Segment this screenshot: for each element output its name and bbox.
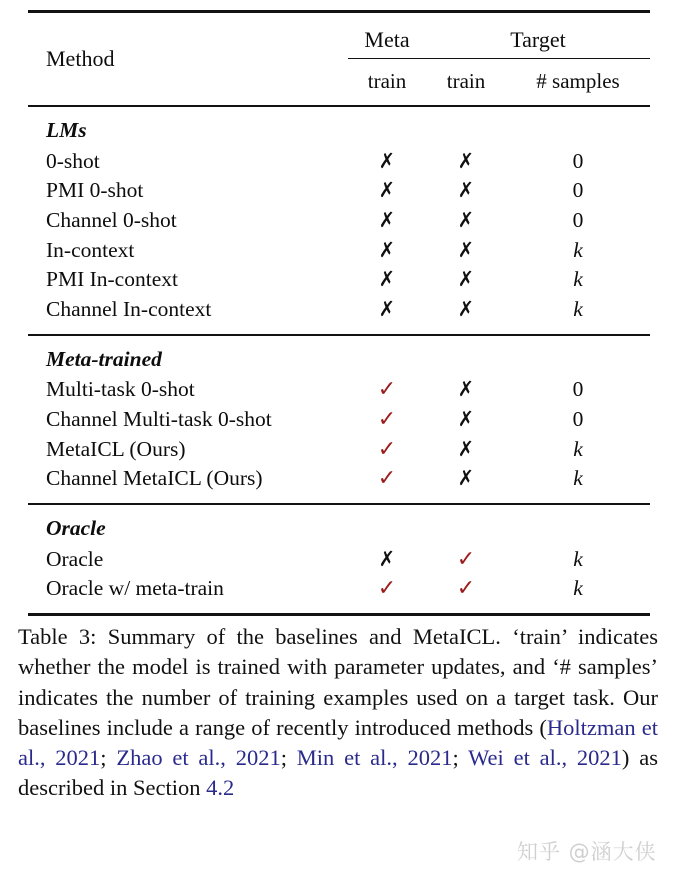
column-group-header-target [426,12,650,63]
column-header-method: Method [46,46,115,71]
num-samples-cell: 0 [572,148,584,173]
cross-icon: ✗ [457,178,475,203]
cross-icon: ✗ [378,237,396,262]
column-group-header-meta [348,12,426,63]
method-name-cell: Channel MetaICL (Ours) [46,466,263,491]
num-samples-cell: 0 [572,207,584,232]
method-name-cell: Multi-task 0-shot [46,377,195,402]
column-header-num-samples: # samples [536,69,620,93]
cross-icon: ✗ [378,207,396,232]
cross-icon: ✗ [457,296,475,321]
meta-train-mark-cell [348,176,426,206]
table-container [28,10,650,616]
table-bottom-rule-cell [426,614,506,616]
check-icon: ✓ [377,377,397,403]
watermark: 知乎 @涵大侠 [517,840,657,864]
num-samples-cell [506,236,650,266]
table-bottom-rule-cell [28,614,348,616]
target-train-mark-cell [426,405,506,435]
baselines-comparison-table [28,10,650,616]
method-name-cell: PMI 0-shot [46,178,144,203]
method-name-cell: In-context [46,237,135,262]
meta-train-mark-cell [348,435,426,465]
table-row [28,464,650,504]
table-row [28,545,650,575]
table-section-spacer-cell [506,335,650,376]
citation-link[interactable]: Min et al., 2021 [296,745,453,770]
table-section-title: Meta-trained [46,346,162,371]
citation-link[interactable]: 4.2 [206,775,235,801]
method-name-cell: Channel In-context [46,296,212,321]
target-train-mark-cell [426,147,506,177]
num-samples-cell [506,574,650,614]
method-name-cell: Channel Multi-task 0-shot [46,406,272,431]
caption-text: ; [280,745,297,770]
cross-icon: ✗ [378,296,396,321]
meta-train-mark-cell [348,265,426,295]
meta-train-mark-cell [348,147,426,177]
table-bottom-rule-cell [506,614,650,616]
check-icon: ✓ [456,576,476,602]
cross-icon: ✗ [378,148,396,173]
table-section-title: LMs [46,118,87,142]
table-section-title: Oracle [46,515,106,540]
table-row [28,405,650,435]
cross-icon: ✗ [457,466,475,491]
table-section-spacer-cell [426,335,506,376]
cross-icon: ✗ [457,207,475,232]
cross-icon: ✗ [457,377,475,402]
table-section-header-row [28,335,650,376]
meta-train-mark-cell [348,574,426,614]
check-icon: ✓ [377,436,397,462]
method-name-cell: Oracle [46,546,104,571]
num-samples-cell: 0 [572,178,584,203]
table-section-spacer-cell [348,106,426,147]
cross-icon: ✗ [457,406,475,431]
meta-train-mark-cell [348,545,426,575]
num-samples-symbol: k [573,546,583,571]
citation-link[interactable]: Wei et al., 2021 [468,745,622,770]
table-row [28,176,650,206]
table-header-group-row [28,12,650,63]
num-samples-cell: 0 [572,406,584,431]
target-train-mark-cell [426,545,506,575]
num-samples-symbol: k [573,466,583,491]
target-train-mark-cell [426,375,506,405]
table-section-spacer-cell [506,504,650,545]
check-icon: ✓ [377,406,397,432]
cross-icon: ✗ [378,267,396,292]
meta-train-mark-cell [348,236,426,266]
table-head [28,12,650,107]
table-section-spacer-cell [426,504,506,545]
meta-train-mark-cell [348,375,426,405]
column-group-header-target-label: Target [426,27,650,59]
target-train-mark-cell [426,176,506,206]
table-section-spacer-cell [506,106,650,147]
num-samples-symbol: k [573,267,583,292]
caption-text: ; [100,745,117,770]
citation-link[interactable]: Holtzman et al., 2021 [18,714,658,770]
table-row [28,206,650,236]
column-group-header-meta-label: Meta [348,27,426,59]
method-name-cell: PMI In-context [46,267,178,292]
table-bottom-rule [28,614,650,616]
caption-text: Table 3: Summary of the baselines and MetaICL. ‘train’ indicates whether the model is trained with parameter updates, and ‘# samples’ indicates the number of training examples used on a target task. Our baselines include a range of recently introduced methods ( [18,624,658,740]
table-caption [18,622,658,804]
num-samples-symbol: k [573,576,583,601]
meta-train-mark-cell [348,405,426,435]
table-row [28,295,650,335]
check-icon: ✓ [456,546,476,572]
column-header-target-train: train [446,69,486,93]
num-samples-cell [506,265,650,295]
target-train-mark-cell [426,295,506,335]
cross-icon: ✗ [457,148,475,173]
num-samples-cell [506,545,650,575]
meta-train-mark-cell [348,295,426,335]
table-section-header-row [28,106,650,147]
table-row [28,375,650,405]
citation-link[interactable]: Zhao et al., 2021 [116,745,281,770]
method-name-cell: Channel 0-shot [46,207,177,232]
target-train-mark-cell [426,236,506,266]
cross-icon: ✗ [457,237,475,262]
target-train-mark-cell [426,206,506,236]
table-section-spacer-cell [426,106,506,147]
cross-icon: ✗ [457,267,475,292]
column-header-meta-train: train [367,69,407,93]
check-icon: ✓ [377,576,397,602]
num-samples-cell [506,435,650,465]
target-train-mark-cell [426,464,506,504]
table-section-spacer-cell [348,504,426,545]
num-samples-cell: 0 [572,377,584,402]
table-row [28,574,650,614]
table-row [28,236,650,266]
check-icon: ✓ [377,466,397,492]
table-body [28,106,650,616]
meta-train-mark-cell [348,464,426,504]
target-train-mark-cell [426,265,506,295]
table-section-header-row [28,504,650,545]
num-samples-cell [506,295,650,335]
meta-train-mark-cell [348,206,426,236]
cross-icon: ✗ [457,436,475,461]
target-train-mark-cell [426,435,506,465]
cross-icon: ✗ [378,546,396,571]
table-row [28,435,650,465]
num-samples-symbol: k [573,436,583,461]
target-train-mark-cell [426,574,506,614]
caption-text: ; [452,745,469,770]
cross-icon: ✗ [378,178,396,203]
table-bottom-rule-cell [348,614,426,616]
table-section-spacer-cell [348,335,426,376]
num-samples-symbol: k [573,237,583,262]
method-name-cell: 0-shot [46,148,100,173]
num-samples-cell [506,464,650,504]
caption-text: ) as described in Section [18,745,658,801]
method-name-cell: MetaICL (Ours) [46,436,186,461]
table-row [28,147,650,177]
num-samples-symbol: k [573,296,583,321]
table-row [28,265,650,295]
method-name-cell: Oracle w/ meta-train [46,576,224,601]
